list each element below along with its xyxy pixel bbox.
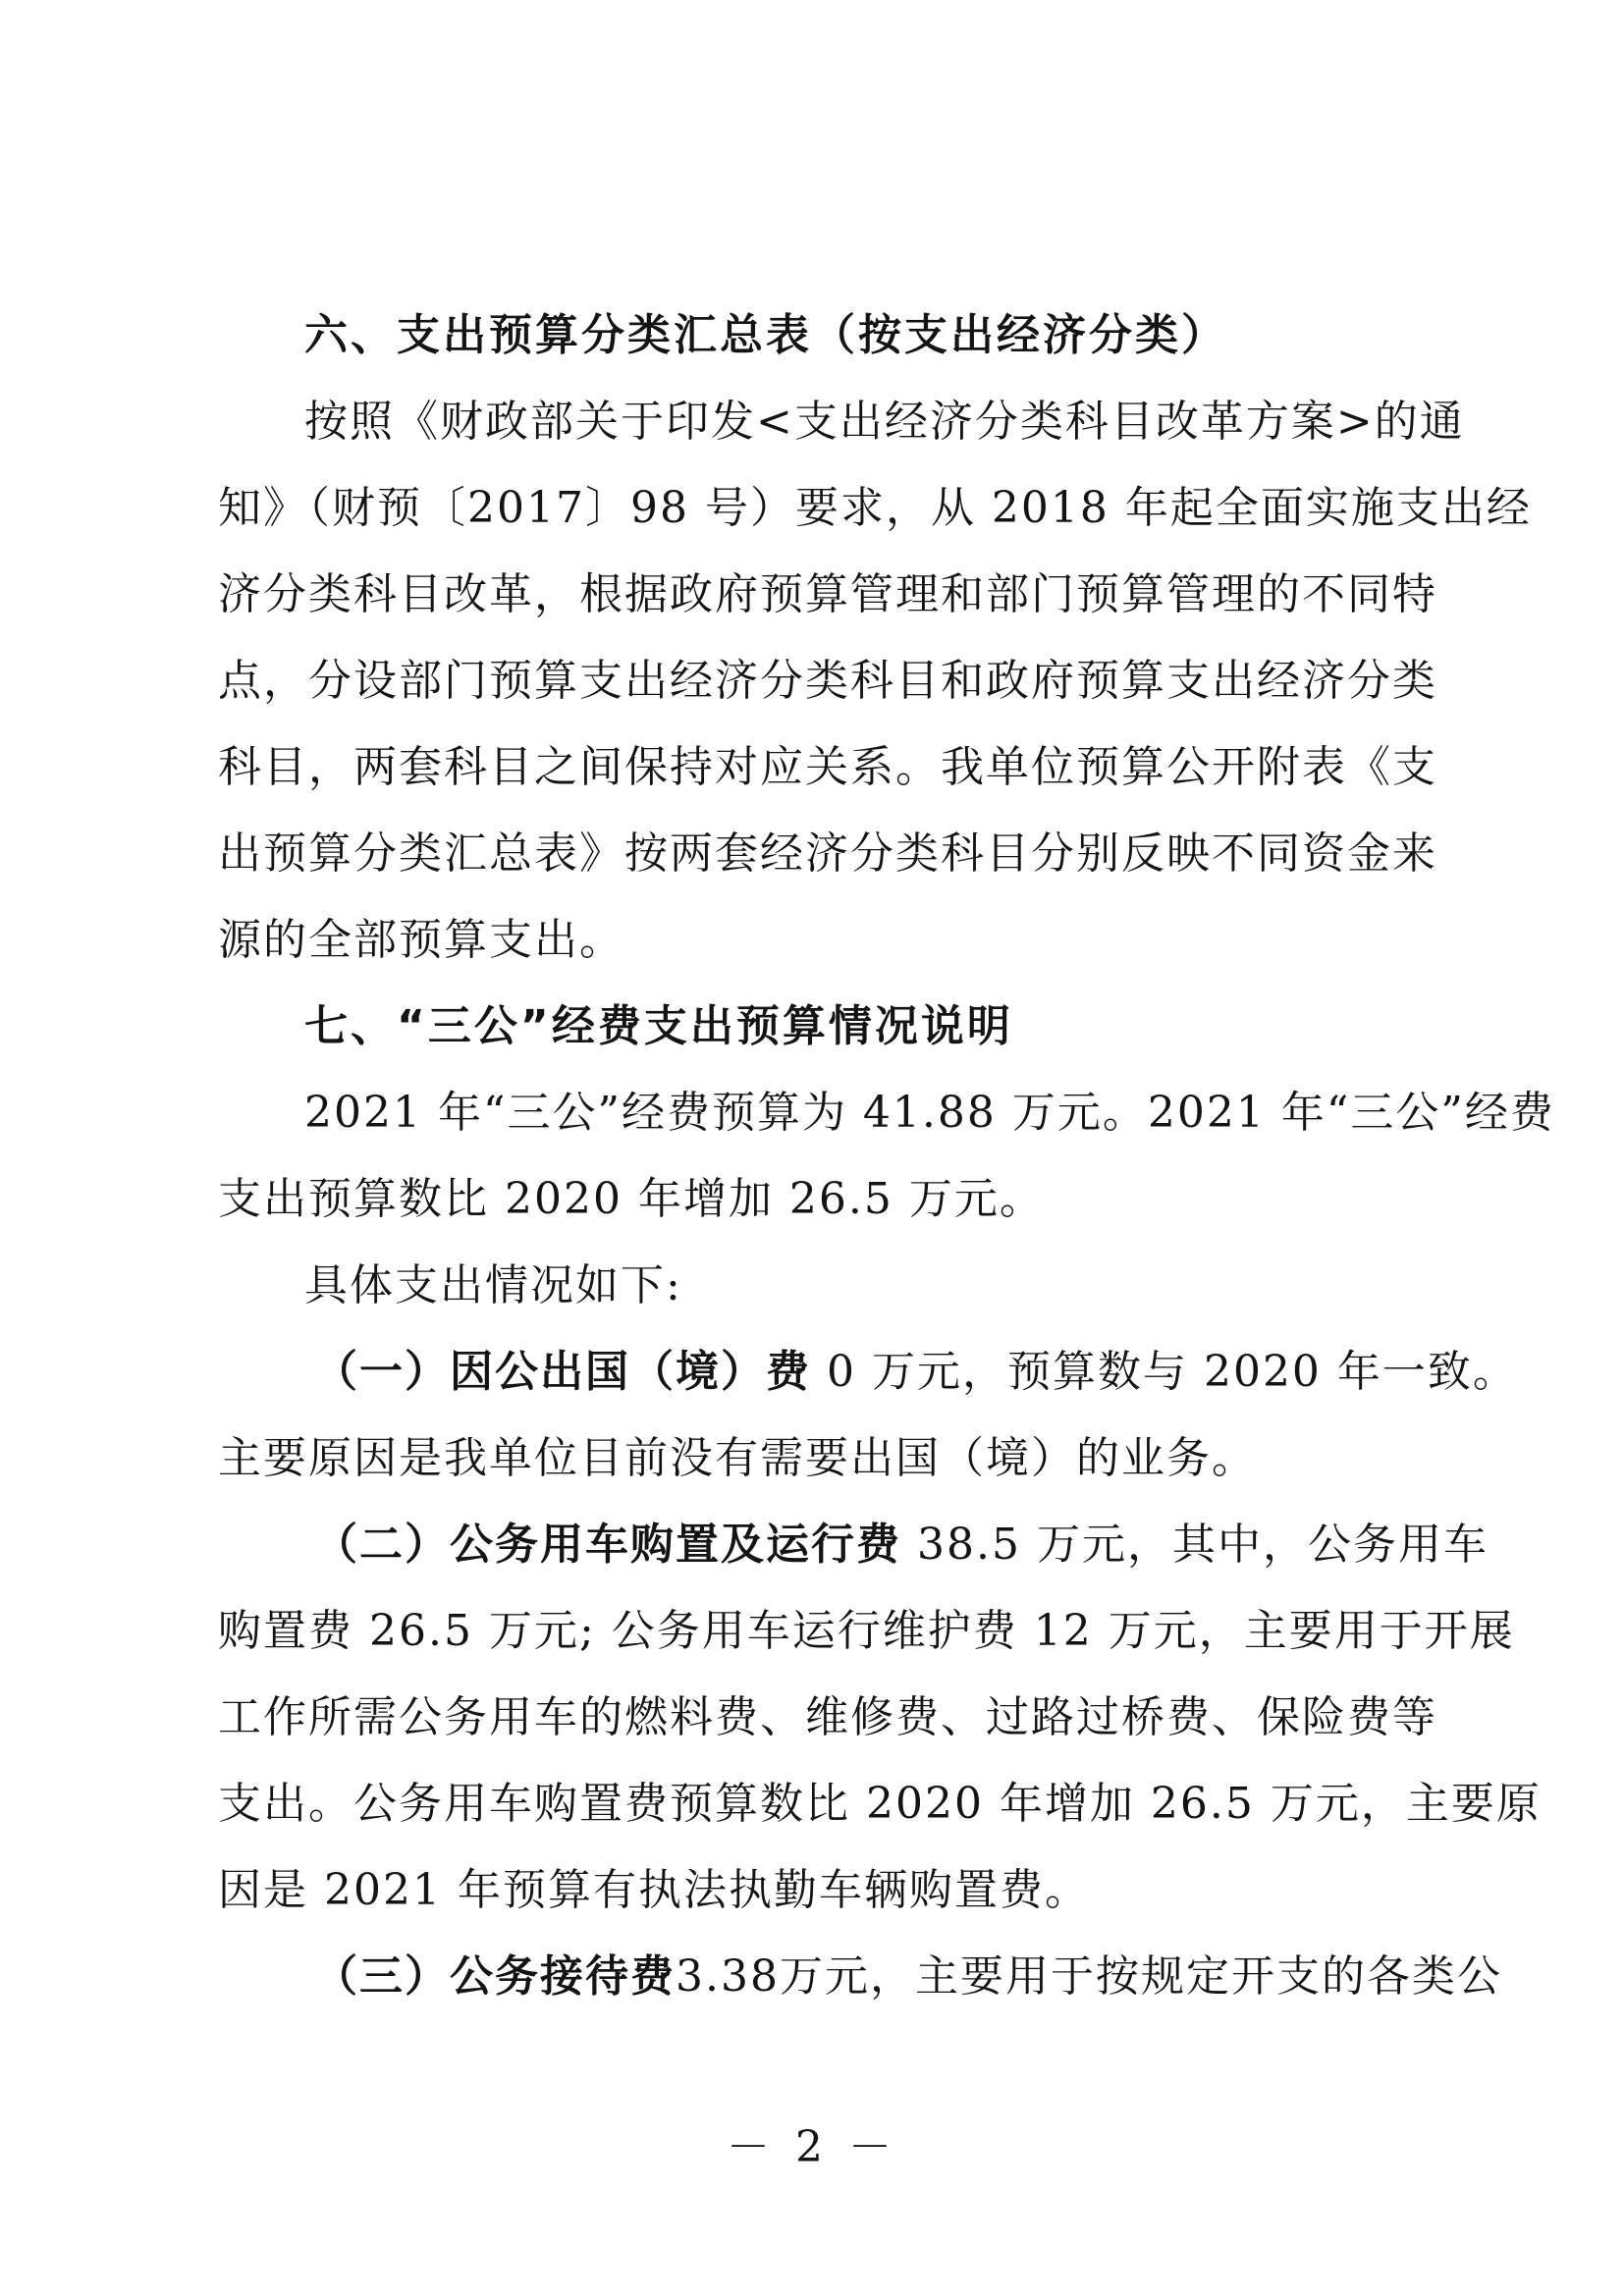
section7-line-2: 支出预算数比 2020 年增加 26.5 万元。 [218, 1174, 1045, 1224]
section7-line-3: 具体支出情况如下: [304, 1260, 682, 1310]
section6-heading: 六、支出预算分类汇总表（按支出经济分类） [304, 310, 1227, 360]
item2-label: （二）公务用车购置及运行费 [314, 1520, 901, 1570]
page-number: － 2 － [727, 2122, 897, 2172]
item1-line [314, 1343, 1518, 1402]
item3-line [314, 1948, 1502, 2006]
item1-label: （一）因公出国（境）费 [314, 1347, 811, 1397]
section6-line-6: 出预算分类汇总表》按两套经济分类科目分别反映不同资金来 [218, 828, 1437, 879]
item1-continuation: 主要原因是我单位目前没有需要出国（境）的业务。 [218, 1433, 1257, 1483]
item2-continuation-1: 购置费 26.5 万元; 公务用车运行维护费 12 万元，主要用于开展 [218, 1606, 1515, 1656]
item2-text: 38.5 万元，其中，公务用车 [901, 1520, 1489, 1570]
section6-line-5: 科目，两套科目之间保持对应关系。我单位预算公开附表《支 [218, 742, 1437, 792]
section6-line-2: 知》（财预〔2017〕98 号）要求，从 2018 年起全面实施支出经 [218, 483, 1532, 533]
item2-continuation-3: 支出。公务用车购置费预算数比 2020 年增加 26.5 万元，主要原 [218, 1779, 1542, 1829]
item3-text: 3.38万元，主要用于按规定开支的各类公 [676, 1951, 1502, 2002]
section6-line-4: 点，分设部门预算支出经济分类科目和政府预算支出经济分类 [218, 656, 1437, 706]
section7-line-1: 2021 年“三公”经费预算为 41.88 万元。2021 年“三公”经费 [304, 1088, 1555, 1138]
item2-continuation-4: 因是 2021 年预算有执法执勤车辆购置费。 [218, 1865, 1090, 1915]
section6-line-7: 源的全部预算支出。 [218, 915, 624, 965]
item1-text: 0 万元，预算数与 2020 年一致。 [811, 1347, 1518, 1397]
section7-heading: 七、“三公”经费支出预算情况说明 [304, 1001, 1013, 1051]
section6-line-3: 济分类科目改革，根据政府预算管理和部门预算管理的不同特 [218, 569, 1437, 619]
section6-line-1: 按照《财政部关于印发<支出经济分类科目改革方案>的通 [304, 397, 1465, 447]
item2-line [314, 1516, 1489, 1575]
item3-label: （三）公务接待费 [314, 1951, 676, 2002]
item2-continuation-2: 工作所需公务用车的燃料费、维修费、过路过桥费、保险费等 [218, 1692, 1437, 1742]
